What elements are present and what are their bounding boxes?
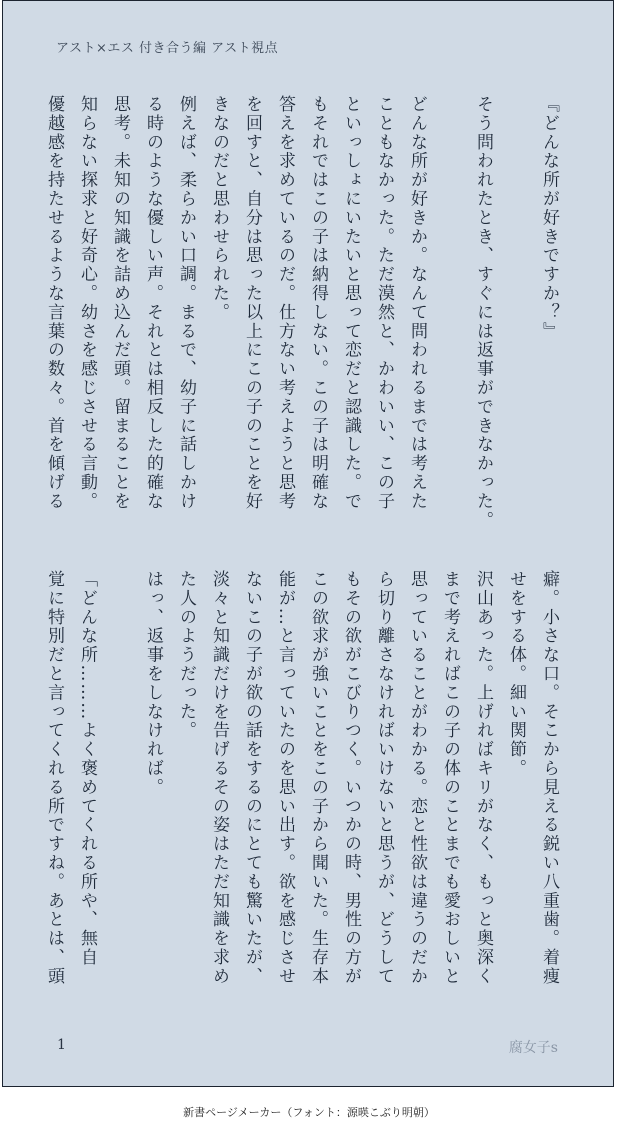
text-line: 覚に特別だと言ってくれる所ですね。あとは、頭 — [44, 570, 64, 986]
text-line: といっしょにいたいと思って恋だと認識した。で — [341, 95, 361, 511]
book-page — [2, 0, 614, 1087]
text-line: 優越感を持たせるような言葉の数々。首を傾げる — [44, 95, 64, 511]
text-line: を回すと、自分は思った以上にこの子のことを好 — [242, 95, 262, 511]
text-line: せをする体。細い関節。 — [506, 570, 526, 778]
text-line: 思っていることがわかる。恋と性欲は違うのだか — [407, 570, 427, 986]
text-line: もそれではこの子は納得しない。この子は明確な — [308, 95, 328, 511]
text-line: ら切り離さなければいけないと思うが、どうして — [374, 570, 394, 986]
author-credit: 腐女子s — [508, 1040, 558, 1056]
page-number: 1 — [57, 1037, 66, 1053]
text-line: こともなかった。ただ漠然と、かわいい、この子 — [374, 95, 394, 511]
text-block-top — [37, 95, 565, 530]
text-line: 例えば、柔らかい口調。まるで、幼子に話しかけ — [176, 95, 196, 511]
text-line: この欲求が強いことをこの子から聞いた。生存本 — [308, 570, 328, 986]
text-line: 沢山あった。上げればキリがなく、もっと奥深く — [473, 570, 493, 986]
page-header: アスト×エス 付き合う編 アスト視点 — [56, 41, 279, 56]
text-line — [433, 95, 466, 525]
text-line: 癖。小さな口。そこから見える鋭い八重歯。着痩 — [539, 570, 559, 986]
text-line: そう問われたとき、すぐには返事ができなかった。 — [473, 95, 493, 530]
text-line: た人のようだった。 — [176, 570, 196, 741]
text-line: 淡々と知識だけを告げるその姿はただ知識を求め — [209, 570, 229, 986]
text-line: 思考。未知の知識を詰め込んだ頭。留まることを — [110, 95, 130, 511]
text-line: 『どんな所が好きですか？』 — [539, 95, 559, 341]
text-line: 知らない探求と好奇心。幼さを感じさせる言動。 — [77, 95, 97, 511]
text-line: る時のような優しい声。それとは相反した的確な — [143, 95, 163, 511]
text-line — [499, 95, 532, 525]
text-line: 答えを求めているのだ。仕方ない考えようと思考 — [275, 95, 295, 511]
text-line: ないこの子が欲の話をするのにとても驚いたが、 — [242, 570, 262, 986]
text-line: どんな所が好きか。なんて問われるまでは考えた — [407, 95, 427, 511]
text-line — [103, 570, 136, 1010]
text-line: きなのだと思わせられた。 — [209, 95, 229, 322]
text-line: 「どんな所………よく褒めてくれる所や、無自 — [77, 570, 97, 967]
text-line: はっ、返事をしなければ。 — [143, 570, 163, 797]
text-line: 能が…と言っていたのを思い出す。欲を感じさせ — [275, 570, 295, 986]
text-block-bottom — [37, 570, 565, 1010]
text-line: もその欲がこびりつく。いつかの時、男性の方が — [341, 570, 361, 986]
text-line: まで考えればこの子の体のことまでも愛おしいと — [440, 570, 460, 986]
page-maker-footer: 新書ページメーカー（フォント：源暎こぶり明朝） — [183, 1106, 435, 1119]
